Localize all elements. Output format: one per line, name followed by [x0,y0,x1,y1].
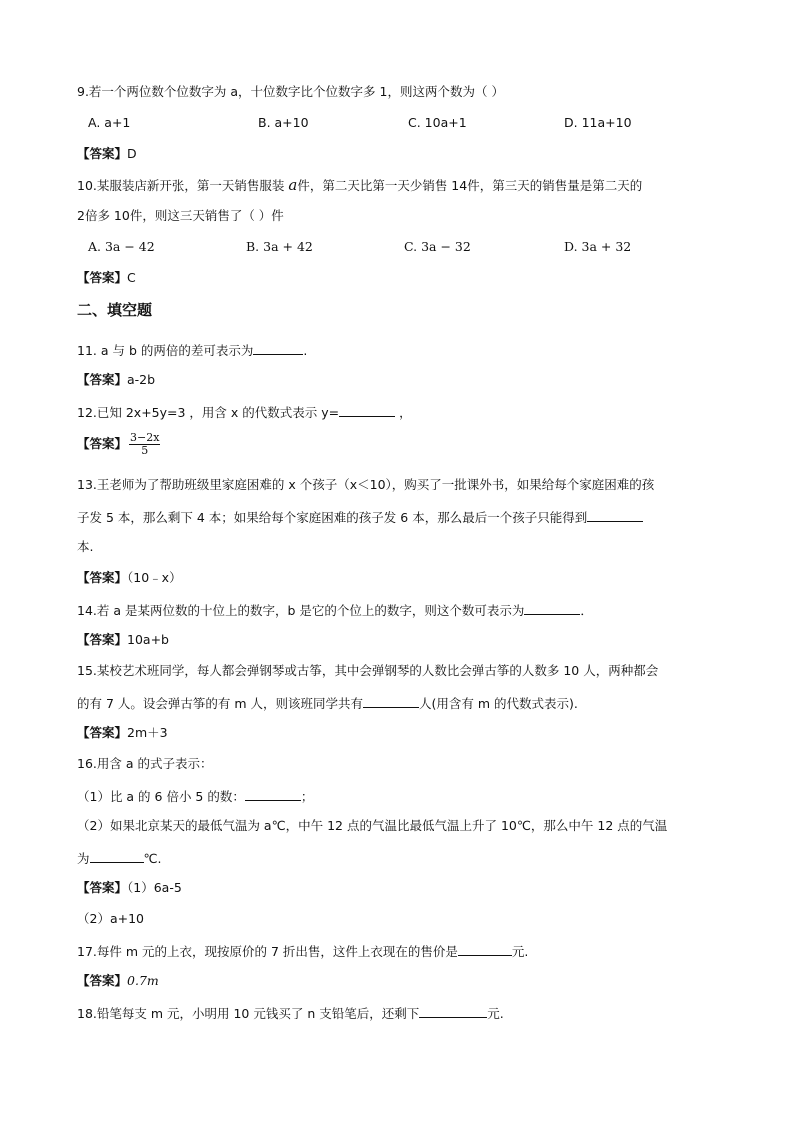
q13-line1: 13.王老师为了帮助班级里家庭困难的 x 个孩子（x＜10），购买了一批课外书，如果给每个家庭困难的孩 [77,477,655,492]
answer-blank [419,1003,487,1018]
answer-blank [458,941,512,956]
answer-value: （10﹣x） [127,570,182,585]
q9-answer [77,145,137,163]
answer-value: （1）6a-5 [127,880,182,895]
q16-answer [77,879,182,897]
q10-stem-part1: 10.某服装店新开张，第一天销售服装 [77,178,289,193]
q12-answer [77,432,160,457]
q10-stem [77,176,642,195]
q17-end: 元. [511,944,529,959]
answer-value: 2m＋3 [127,725,168,740]
q15-answer [77,724,168,742]
q16-sub1 [77,786,313,806]
answer-value: C [127,270,136,285]
q10-var-a: a [288,176,298,194]
answer-blank [587,507,643,522]
answer-value: a-2b [127,372,156,387]
answer-blank [245,786,301,801]
fraction-denominator: 5 [141,444,149,457]
q14-stem [77,600,593,620]
section-title: 二、填空题 [77,301,153,319]
q12-stem [77,402,412,422]
q15-text-end: 人(用含有 m 的代数式表示). [419,696,578,711]
q9-option-c: C. 10a+1 [408,115,467,130]
answer-blank [524,600,580,615]
q18-text: 18.铅笔每支 m 元，小明用 10 元钱买了 n 支铅笔后，还剩下 [77,1006,420,1021]
q18-end: 元. [487,1006,504,1021]
q10-option-a: A. 3a − 42 [88,239,155,254]
answer-tag: 【答案】 [77,725,128,740]
answer-value: 0.7m [127,973,159,988]
q17-text: 17.每件 m 元的上衣，现按原价的 7 折出售，这件上衣现在的售价是 [77,944,458,959]
answer-tag: 【答案】 [77,436,128,451]
q13-line3: 本. [77,539,94,554]
q16-sub1-end: ； [300,789,314,804]
answer-blank [339,402,395,417]
answer-tag: 【答案】 [77,270,128,285]
q11-answer [77,371,155,389]
q16-sub1-text: （1）比 a 的 6 倍小 5 的数： [77,789,245,804]
q15-line2 [77,693,578,713]
q10-stem-line2: 2倍多 10件，则这三天销售了（ ）件 [77,208,284,223]
q10-answer [77,269,136,287]
q14-answer [77,631,169,649]
answer-fraction [129,432,160,457]
q9-option-a: A. a+1 [88,115,131,130]
q13-line2 [77,507,643,527]
answer-tag: 【答案】 [77,372,128,387]
q11-stem [77,340,307,360]
q14-end: ． [580,603,593,618]
q18-stem [77,1003,504,1023]
fraction-numerator: 3−2x [130,431,160,444]
q16-sub2-line2 [77,848,162,868]
q14-text: 14.若 a 是某两位数的十位上的数字，b 是它的个位上的数字，则这个数可表示为 [77,603,525,618]
answer-blank [363,693,419,708]
q10-option-c: C. 3a − 32 [404,239,471,254]
q13-text: 子发 5 本，那么剩下 4 本；如果给每个家庭困难的孩子发 6 本，那么最后一个孩子只能得到 [77,510,588,525]
answer-tag: 【答案】 [77,570,128,585]
q10-option-d: D. 3a + 32 [564,239,632,254]
q16-answer-2: （2）a+10 [77,911,144,926]
q16-sub2-line1: （2）如果北京某天的最低气温为 a℃，中午 12 点的气温比最低气温上升了 10℃，那么中午 12 点的气温 [77,818,668,833]
answer-value: D [127,146,137,161]
answer-tag: 【答案】 [77,973,128,988]
q10-stem-part2: 件，第二天比第一天少销售 14件，第三天的销售量是第二天的 [297,178,643,193]
q13-answer [77,569,182,587]
answer-blank [253,340,303,355]
q16-sub2-text: 为 [77,851,90,866]
answer-tag: 【答案】 [77,880,128,895]
q12-end: ， [395,405,412,420]
q16-stem: 16.用含 a 的式子表示： [77,756,213,771]
q17-answer [77,972,159,990]
q15-text: 的有 7 人。设会弹古筝的有 m 人，则该班同学共有 [77,696,364,711]
q9-stem: 9.若一个两位数个位数字为 a，十位数字比个位数字多 1，则这两个数为（ ） [77,84,504,99]
q9-option-b: B. a+10 [258,115,309,130]
q12-text: 12.已知 2x+5y=3 ，用含 x 的代数式表示 y= [77,405,340,420]
q10-option-b: B. 3a + 42 [246,239,313,254]
q11-text: 11. a 与 b 的两倍的差可表示为 [77,343,254,358]
answer-tag: 【答案】 [77,632,128,647]
answer-value: 10a+b [127,632,169,647]
answer-tag: 【答案】 [77,146,128,161]
q9-option-d: D. 11a+10 [564,115,632,130]
answer-blank [90,848,144,863]
q15-line1: 15.某校艺术班同学，每人都会弹钢琴或古筝，其中会弹钢琴的人数比会弹古筝的人数多 10 人，两种都会 [77,663,659,678]
q16-sub2-end: ℃. [143,851,162,866]
q11-end: . [303,343,308,358]
q17-stem [77,941,528,961]
